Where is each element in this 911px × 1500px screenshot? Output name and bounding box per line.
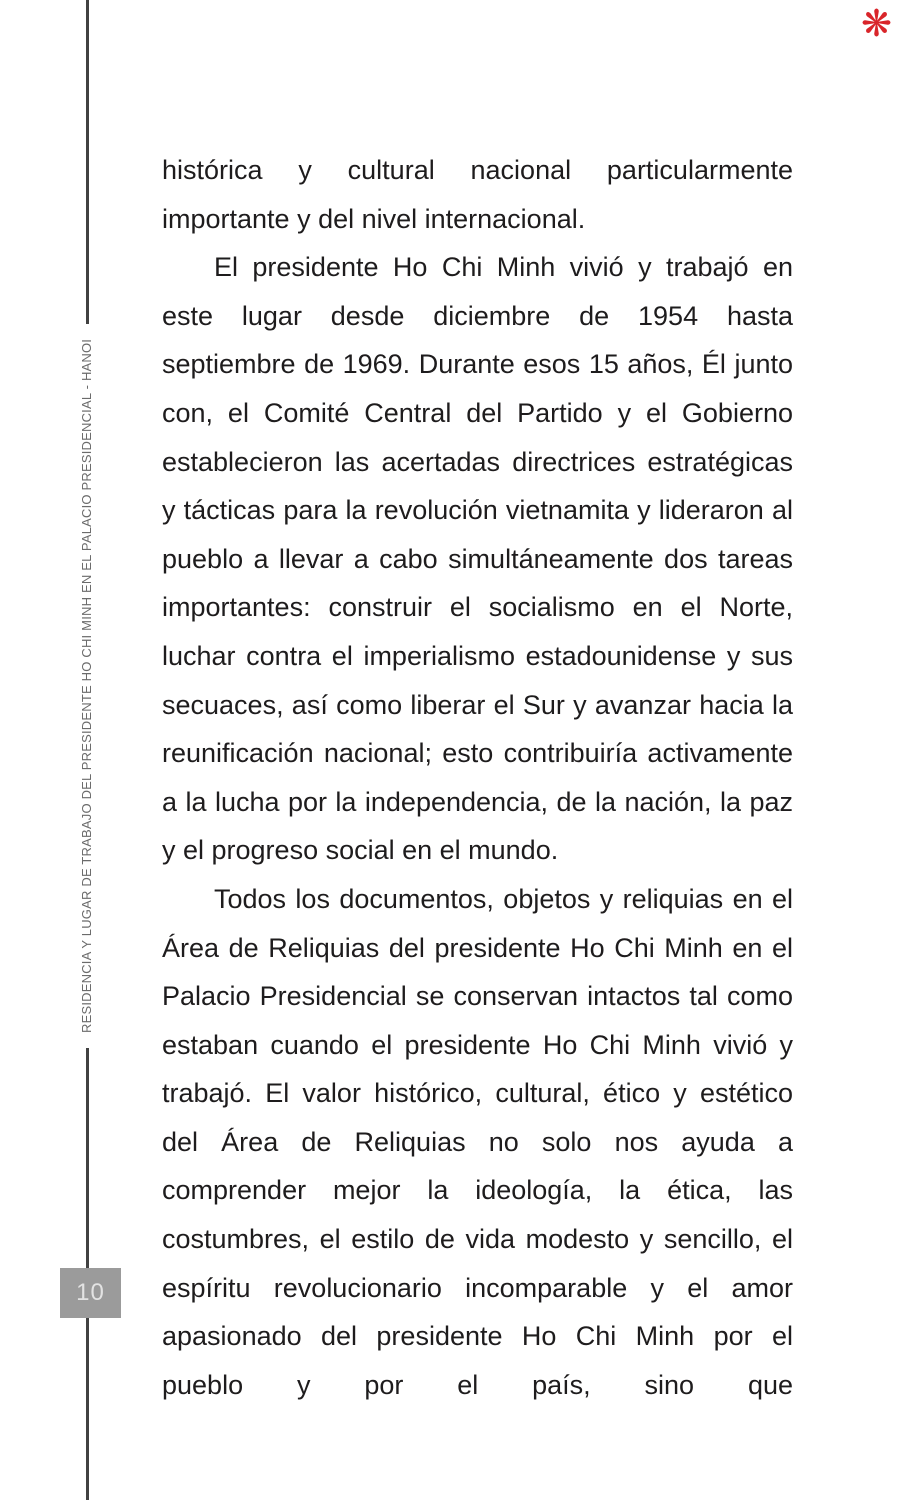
book-spine-title: RESIDENCIA Y LUGAR DE TRABAJO DEL PRESIDENTE HO CHI MINH EN EL PALACIO PRESIDENCIAL - HANOI	[79, 338, 94, 1034]
page-number: 10	[76, 1279, 105, 1306]
page-number-badge	[60, 1268, 121, 1318]
flower-ornament-icon: ❋	[861, 3, 893, 44]
paragraph: El presidente Ho Chi Minh vivió y trabajó en este lugar desde diciembre de 1954 hasta septiembre de 1969. Durante esos 15 años, Él junto con, el Comité Central del Partido y el Gobierno establecieron las acertadas directrices estratégicas y tácticas para la revolución vietnamita y lideraron al pueblo a llevar a cabo simultáneamente dos tareas importantes: construir el socialismo en el Norte, luchar contra el imperialismo estadounidense y sus secuaces, así como liberar el Sur y avanzar hacia la reunificación nacional; esto contribuiría activamente a la lucha por la independencia, de la nación, la paz y el progreso social en el mundo.	[162, 252, 793, 866]
paragraph-continued-from-previous-page: histórica y cultural nacional particularmente importante y del nivel internacional.	[162, 155, 793, 234]
spine-rule-top	[86, 0, 89, 324]
body-text	[162, 146, 793, 1409]
paragraph-continues-next-page: Todos los documentos, objetos y reliquias en el Área de Reliquias del presidente Ho Chi Minh en el Palacio Presidencial se conservan intactos tal como estaban cuando el presidente Ho Chi Minh vivió y trabajó. El valor histórico, cultural, ético y estético del Área de Reliquias no solo nos ayuda a comprender mejor la ideología, la ética, las costumbres, el estilo de vida modesto y sencillo, el espíritu revolucionario incomparable y el amor apasionado del presidente Ho Chi Minh por el pueblo y por el país, sino que	[162, 883, 793, 1400]
